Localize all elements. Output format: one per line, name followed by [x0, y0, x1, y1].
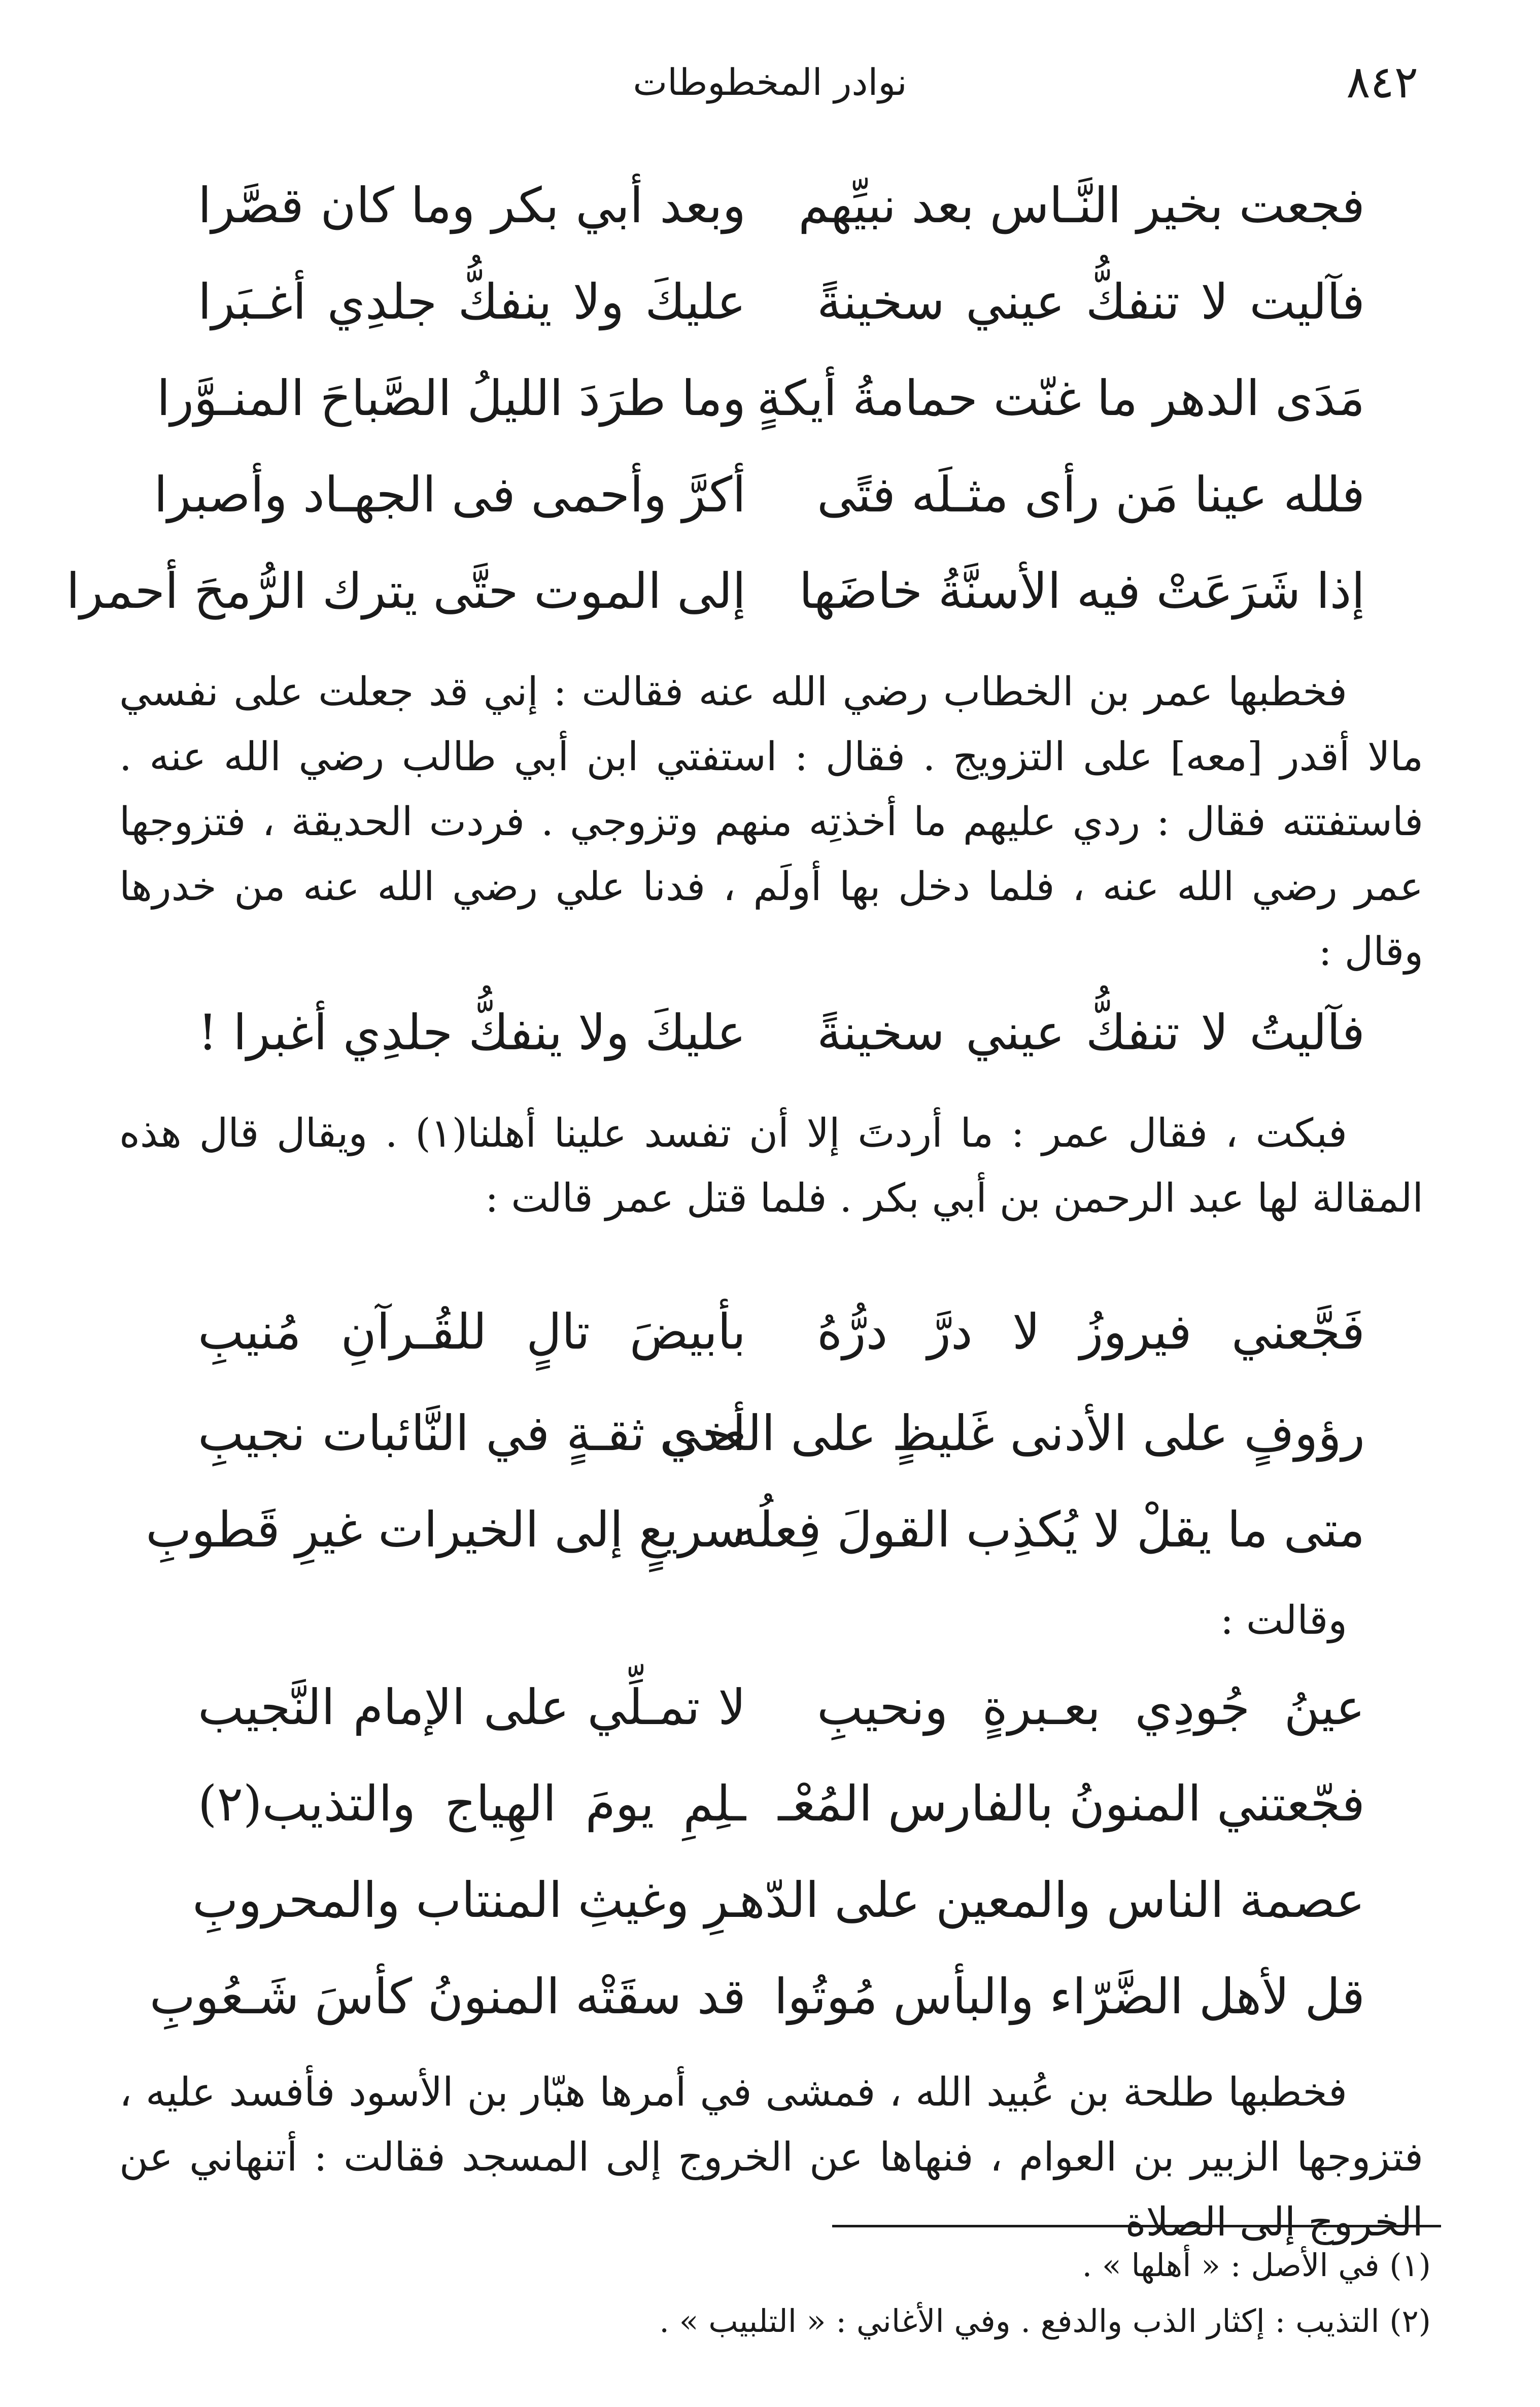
- verse-first-hemistich: إذا شَرَعَتْ فيه الأسنَّةُ خاضَها: [799, 563, 1365, 620]
- footnotes: [355, 2238, 1431, 2349]
- verse-first-hemistich: رؤوفٍ على الأدنى غَليظٍ على العدى: [659, 1405, 1365, 1462]
- verse-line: [66, 553, 1365, 629]
- verse-second-hemistich: ـرِ وغيثِ المنتاب والمحروبِ: [192, 1872, 746, 1929]
- verse-first-hemistich: فلله عينا مَن رأى مثـلَه فتًى: [817, 466, 1365, 523]
- paragraph-text: فبكت ، فقال عمر : ما أردتَ إلا أن تفسد علينا أهلنا(١) . ويقال قال هذه المقالة لها عبد الرحمن بن أبي بكر . فلما قتل عمر قالت :: [119, 1111, 1423, 1221]
- verse-line: [198, 1766, 1365, 1842]
- verse-line: [198, 167, 1365, 244]
- paragraph-text: وقالت :: [1220, 1598, 1347, 1643]
- prose-paragraph: [119, 1588, 1423, 1653]
- verse-first-hemistich: عينُ جُودِي بعـبرةٍ ونحيبِ: [817, 1679, 1365, 1736]
- prose-paragraph: [119, 660, 1423, 984]
- verse-line: [198, 1294, 1365, 1370]
- verse-first-hemistich: قل لأهل الضَّرّاء والبأس مُوتُوا: [774, 1968, 1365, 2025]
- verse-line: [156, 360, 1365, 436]
- footnote: (١) في الأصل : « أهلها » .: [1082, 2247, 1431, 2284]
- verse-line: [146, 1492, 1365, 1568]
- verse-first-hemistich: فَجَّعني فيروزُ لا درَّ درُّهُ: [817, 1303, 1365, 1360]
- paragraph-text: فخطبها عمر بن الخطاب رضي الله عنه فقالت : إني قد جعلت على نفسي مالا أقدر [معه] على التزويج . فقال : استفتي ابن أبي طالب رضي الله عنه . فاستفتته فقال : ردي عليهم ما أخذتِه منهم وتزوجي . فردت الحديقة ، فتزوجها عمر رضي الله عنه ، فلما دخل بها أولَم ، فدنا علي رضي الله عنه من خدرها وقال :: [119, 669, 1423, 975]
- verse-second-hemistich: عليكَ ولا ينفكُّ جلدِي أغـبَرا: [198, 273, 746, 330]
- verse-second-hemistich: وبعد أبي بكر وما كان قصَّرا: [198, 177, 746, 234]
- verse-line: [192, 1862, 1365, 1938]
- verse-second-hemistich: سريعٍ إلى الخيرات غيرِ قَطوبِ: [146, 1501, 746, 1558]
- verse-first-hemistich: مَدَى الدهر ما غنّت حمامةُ أيكةٍ: [757, 370, 1365, 427]
- verse-second-hemistich: إلى الموت حتَّى يترك الرُّمحَ أحمرا: [66, 563, 746, 620]
- verse-first-hemistich: فجّعتني المنونُ بالفارس المُعْـ: [778, 1775, 1365, 1832]
- verse-line: [198, 1669, 1365, 1745]
- verse-line: [198, 994, 1365, 1071]
- verse-line: [198, 264, 1365, 340]
- prose-paragraph: [119, 1101, 1423, 1231]
- page-header: [122, 56, 1418, 122]
- verse-first-hemistich: فآليتُ لا تنفكُّ عيني سخينةً: [817, 1004, 1365, 1061]
- verse-first-hemistich: عصمة الناس والمعين على الدّهـ: [725, 1872, 1365, 1929]
- verse-first-hemistich: فجعت بخير النَّـاس بعد نبيِّهم: [798, 177, 1365, 234]
- verse-line: [198, 1395, 1365, 1471]
- paragraph-text: فخطبها طلحة بن عُبيد الله ، فمشى في أمرها هبّار بن الأسود فأفسد عليه ، فتزوجها الزبير بن العوام ، فنهاها عن الخروج إلى المسجد فقالت : أتنهاني عن الخروج إلى الصلاة: [119, 2070, 1423, 2245]
- page-number: ٨٤٢: [1346, 56, 1418, 108]
- verse-line: [149, 1958, 1365, 2035]
- running-title: نوادر المخطوطات: [633, 61, 907, 104]
- footnote-divider: [832, 2225, 1441, 2227]
- verse-second-hemistich: ـلِمِ يومَ الهِياج والتذيب(٢): [198, 1775, 746, 1832]
- verse-first-hemistich: متى ما يقلْ لا يُكذِب القولَ فِعلُه: [732, 1501, 1365, 1558]
- verse-second-hemistich: بأبيضَ تالٍ للقُـرآنِ مُنيبِ: [198, 1303, 746, 1360]
- verse-second-hemistich: لا تمـلِّي على الإمام النَّجيب: [198, 1679, 746, 1736]
- verse-first-hemistich: فآليت لا تنفكُّ عيني سخينةً: [817, 273, 1365, 330]
- verse-second-hemistich: أكرَّ وأحمى فى الجهـاد وأصبرا: [154, 466, 746, 523]
- verse-line: [154, 457, 1365, 533]
- verse-second-hemistich: أخي ثقـةٍ في النَّائبات نجيبِ: [198, 1405, 746, 1462]
- verse-second-hemistich: وما طرَدَ الليلُ الصَّباحَ المنـوَّرا: [156, 370, 746, 427]
- footnote: (٢) التذيب : إكثار الذب والدفع . وفي الأغاني : « التلبيب » .: [659, 2302, 1431, 2340]
- verse-second-hemistich: عليكَ ولا ينفكُّ جلدِي أغبرا !: [198, 1004, 746, 1061]
- verse-second-hemistich: قد سقَتْه المنونُ كأسَ شَـعُوبِ: [149, 1968, 746, 2025]
